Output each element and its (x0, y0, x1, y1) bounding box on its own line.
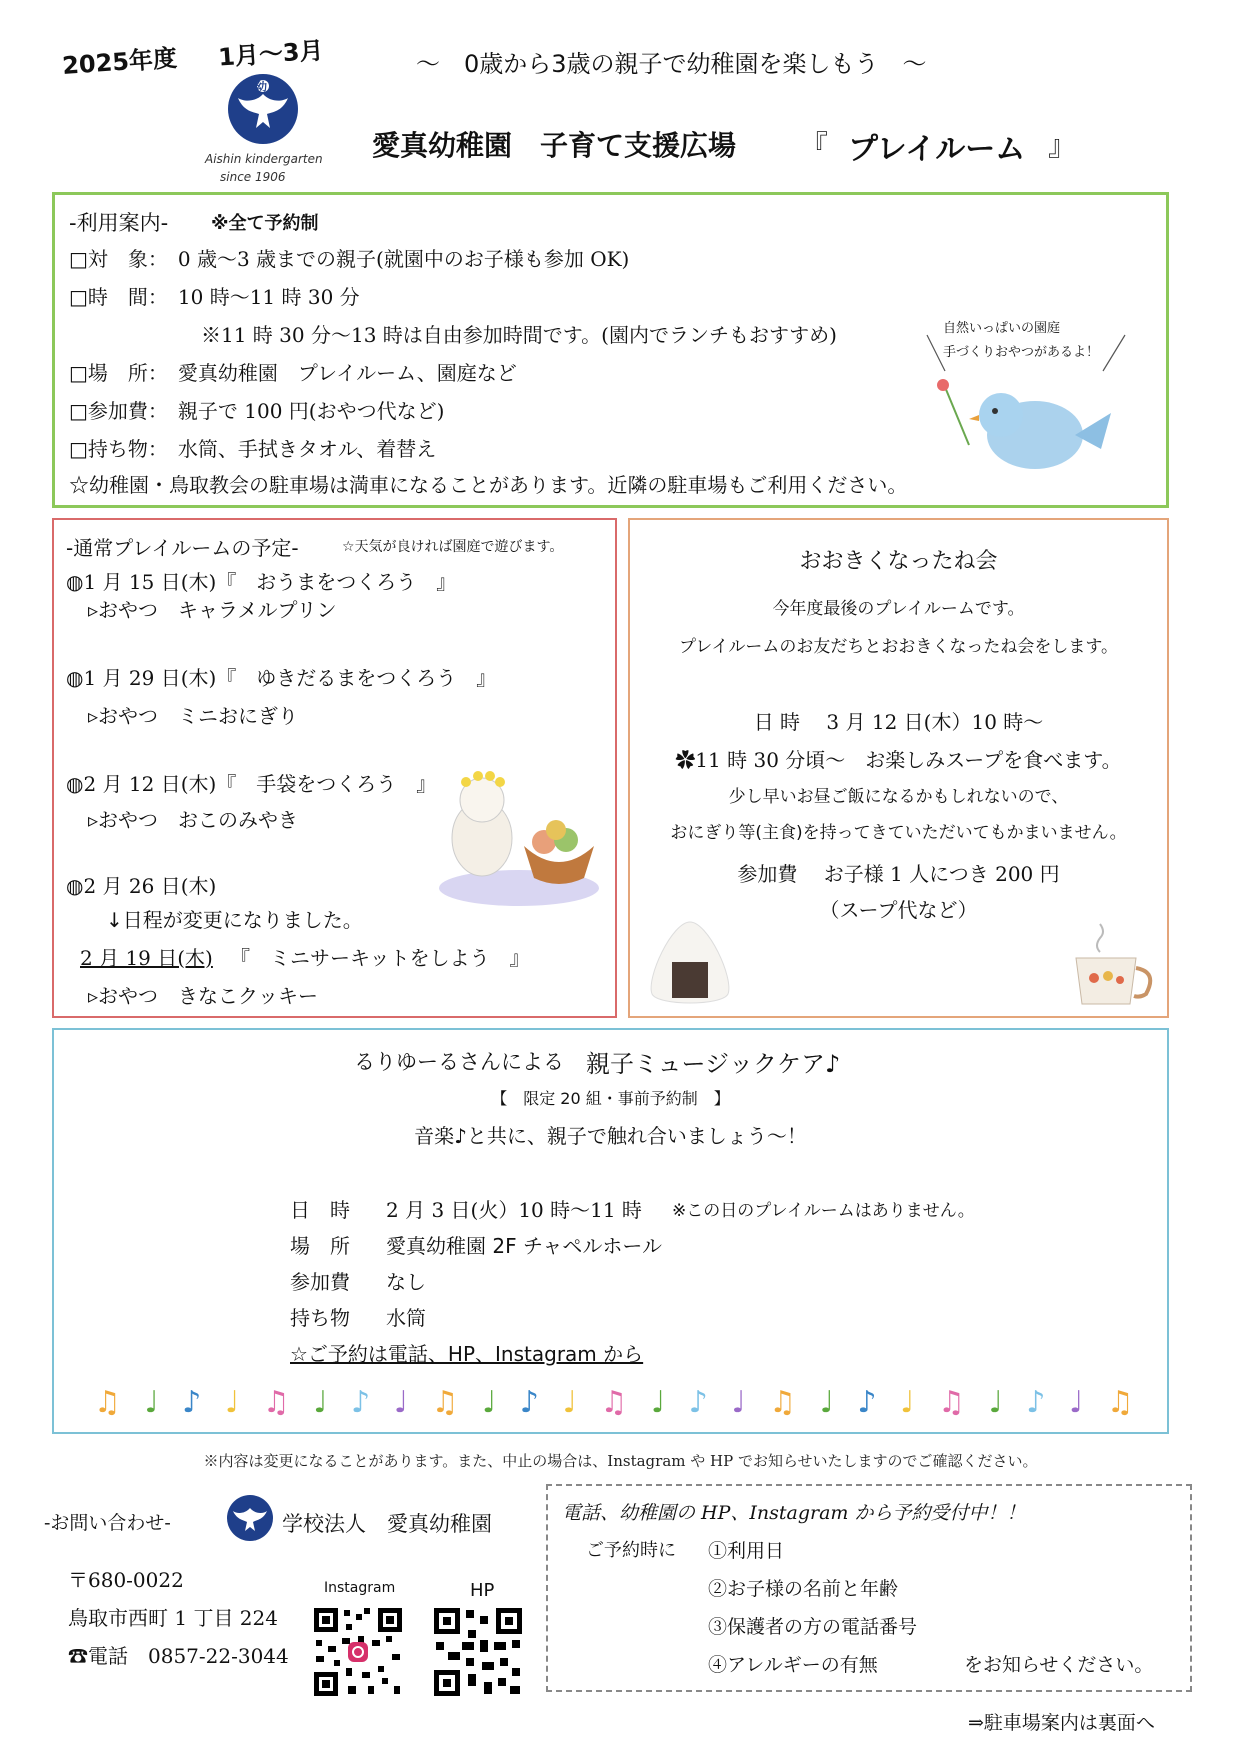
music-note-icon: ♩ (562, 1384, 577, 1420)
music-note-icon: ♫ (938, 1384, 965, 1420)
reservation-item-4: ④アレルギーの有無 (708, 1654, 878, 1676)
music-note-icon: ♫ (769, 1384, 797, 1420)
reservation-lead: ご予約時に (586, 1540, 676, 1561)
qr-instagram-label: Instagram (324, 1580, 396, 1596)
reservation-tail: をお知らせください。 (964, 1654, 1154, 1676)
graduation-line-3: 少し早いお昼ご飯になるかもしれないので、 (728, 787, 1069, 807)
reservation-section (546, 1484, 1192, 1692)
contact-address: 鳥取市西町 1 丁目 224 (68, 1606, 278, 1630)
music-note-icon: ♩ (225, 1384, 240, 1420)
music-place-label: 場 所 (290, 1234, 350, 1258)
music-note-icon: ♩ (144, 1384, 159, 1420)
graduation-soup: ✿11 時 30 分頃～ お楽しみスープを食べます。 (675, 748, 1122, 772)
music-title: 親子ミュージックケア♪ (586, 1050, 841, 1078)
event-4-change: ↓日程が変更になりました。 (106, 908, 363, 932)
guide-time: □時 間： 10 時～11 時 30 分 (69, 285, 360, 309)
music-lead: 音楽♪と共に、親子で触れ合いましょう～！ (414, 1124, 807, 1148)
guide-parking: ☆幼稚園・鳥取教会の駐車場は満車になることがあります。近隣の駐車場もご利用ください。 (69, 473, 908, 497)
guide-note: ※全て予約制 (211, 213, 319, 234)
event-4-new-title: 『 ミニサーキットをしよう 』 (230, 946, 530, 970)
contact-logo (226, 1494, 274, 1542)
onigiri-illustration (642, 918, 738, 1008)
music-date-note: ※この日のプレイルームはありません。 (672, 1201, 975, 1221)
music-note-icon: ♩ (731, 1384, 746, 1420)
change-notice: ※内容は変更になることがあります。また、中止の場合は、Instagram や HP でお知らせいたしますのでご確認ください。 (203, 1452, 1038, 1470)
music-date-value: 2 月 3 日(火）10 時～11 時 (386, 1198, 642, 1222)
event-1: ◍1 月 15 日(木)『 おうまをつくろう 』 (66, 570, 457, 594)
event-3: ◍2 月 12 日(木)『 手袋をつくろう 』 (66, 772, 437, 796)
music-notes-row (94, 1380, 1134, 1424)
graduation-section (628, 518, 1169, 1018)
contact-org: 学校法人 愛真幼稚園 (282, 1512, 492, 1536)
schedule-heading-note: ☆天気が良ければ園庭で遊びます。 (342, 539, 564, 555)
event-3-snack: ▹おやつ おこのみやき (88, 808, 299, 832)
music-note-icon: ♩ (900, 1384, 915, 1420)
music-note-icon: ♩ (650, 1384, 666, 1420)
guide-place: □場 所： 愛真幼稚園 プレイルーム、園庭など (69, 361, 517, 385)
music-note-icon: ♪ (1026, 1384, 1046, 1420)
music-date-label: 日 時 (290, 1198, 350, 1222)
music-note-icon: ♩ (1069, 1384, 1084, 1420)
bluebird-illustration (915, 315, 1135, 485)
music-note-icon: ♪ (688, 1384, 708, 1420)
music-note-icon: ♩ (988, 1384, 1003, 1420)
music-note-icon: ♪ (519, 1384, 540, 1420)
guide-target: □対 象： 0 歳～3 歳までの親子(就園中のお子様も参加 OK) (69, 247, 630, 271)
guide-fee: □参加費： 親子で 100 円(おやつ代など) (69, 399, 445, 423)
kindergarten-logo (226, 72, 300, 146)
music-note-icon: ♪ (351, 1384, 371, 1420)
music-note-icon: ♫ (262, 1384, 290, 1420)
contact-heading: -お問い合わせ- (44, 1512, 171, 1534)
parking-guide-link[interactable]: ⇒駐車場案内は裏面へ (968, 1712, 1155, 1734)
schedule-heading: -通常プレイルームの予定- (66, 536, 299, 560)
schedule-section (52, 518, 617, 1018)
reservation-heading: 電話、幼稚園の HP、Instagram から予約受付中！！ (562, 1502, 1026, 1524)
music-note-icon: ♫ (431, 1384, 459, 1420)
music-note-icon: ♫ (600, 1384, 628, 1420)
sheep-illustration (434, 760, 604, 910)
cup-illustration (1066, 918, 1166, 1010)
graduation-date: 日 時 3 月 12 日(木）10 時～ (753, 710, 1044, 734)
title-main: プレイルーム (848, 132, 1026, 167)
graduation-line-1: 今年度最後のプレイルームです。 (772, 599, 1025, 619)
music-title-prefix: るりゆーるさんによる (354, 1050, 564, 1074)
event-4: ◍2 月 26 日(木) (66, 874, 217, 898)
qr-hp-code[interactable] (432, 1606, 524, 1698)
event-2-snack: ▹おやつ ミニおにぎり (88, 704, 299, 728)
tagline: ～ 0歳から3歳の親子で幼稚園を楽しもう ～ (416, 50, 927, 78)
graduation-title: おおきくなったね会 (799, 549, 998, 574)
music-note-icon: ♩ (393, 1384, 409, 1420)
contact-zip: 〒680-0022 (68, 1568, 184, 1592)
reservation-item-1: ①利用日 (708, 1540, 785, 1562)
guide-heading: -利用案内- (69, 211, 169, 235)
reservation-item-2: ②お子様の名前と年齢 (708, 1578, 899, 1600)
music-fee-label: 参加費 (290, 1270, 350, 1294)
graduation-fee: 参加費 お子様 1 人につき 200 円 (737, 862, 1060, 886)
graduation-fee-note: （スープ代など） (819, 898, 978, 922)
event-4-new-date: 2 月 19 日(木) (80, 946, 213, 970)
period-label: 1月～3月 (217, 36, 325, 72)
guide-time-note: ※11 時 30 分～13 時は自由参加時間です。(園内でランチもおすすめ) (201, 323, 837, 347)
bubble-line-2: 手づくりおやつがあるよ！ (943, 345, 1100, 360)
year-label: 2025年度 (61, 44, 178, 80)
music-section (52, 1028, 1169, 1434)
qr-instagram-code[interactable] (312, 1606, 404, 1698)
title-org: 愛真幼稚園 子育て支援広場 (372, 129, 737, 162)
event-1-snack: ▹おやつ キャラメルプリン (88, 598, 337, 622)
music-note-icon: ♩ (819, 1384, 834, 1420)
music-limit: 【 限定 20 組・事前予約制 】 (491, 1089, 730, 1108)
logo-text: 幼 (256, 80, 267, 93)
qr-hp-label: HP (470, 1580, 495, 1601)
music-note-icon: ♩ (482, 1384, 497, 1420)
reservation-item-3: ③保護者の方の電話番号 (708, 1616, 918, 1638)
music-note-icon: ♫ (1106, 1384, 1134, 1420)
music-items-label: 持ち物 (290, 1306, 350, 1330)
music-note-icon: ♫ (94, 1384, 121, 1420)
bubble-line-1: 自然いっぱいの園庭 (943, 321, 1061, 336)
music-note-icon: ♩ (313, 1384, 328, 1420)
title-close: 』 (1048, 129, 1077, 162)
music-fee-value: なし (386, 1270, 426, 1294)
music-note-icon: ♪ (857, 1384, 877, 1420)
logo-name: Aishin kindergarten (205, 152, 323, 166)
guide-section (52, 192, 1169, 508)
music-reserve: ☆ご予約は電話、HP、Instagram から (290, 1342, 644, 1366)
logo-since: since 1906 (220, 170, 286, 184)
music-note-icon: ♪ (182, 1384, 202, 1420)
event-2: ◍1 月 29 日(木)『 ゆきだるまをつくろう 』 (66, 666, 497, 690)
event-4-snack: ▹おやつ きなこクッキー (88, 984, 319, 1008)
contact-phone: ☎電話 0857-22-3044 (68, 1644, 289, 1668)
music-place-value: 愛真幼稚園 2F チャペルホール (386, 1234, 662, 1258)
title-open: 『 (800, 129, 829, 162)
music-items-value: 水筒 (386, 1306, 426, 1330)
graduation-line-4: おにぎり等(主食)を持ってきていただいてもかまいません。 (670, 823, 1127, 843)
graduation-line-2: プレイルームのお友だちとおおきくなったね会をします。 (678, 637, 1119, 657)
guide-items: □持ち物： 水筒、手拭きタオル、着替え (69, 437, 437, 461)
